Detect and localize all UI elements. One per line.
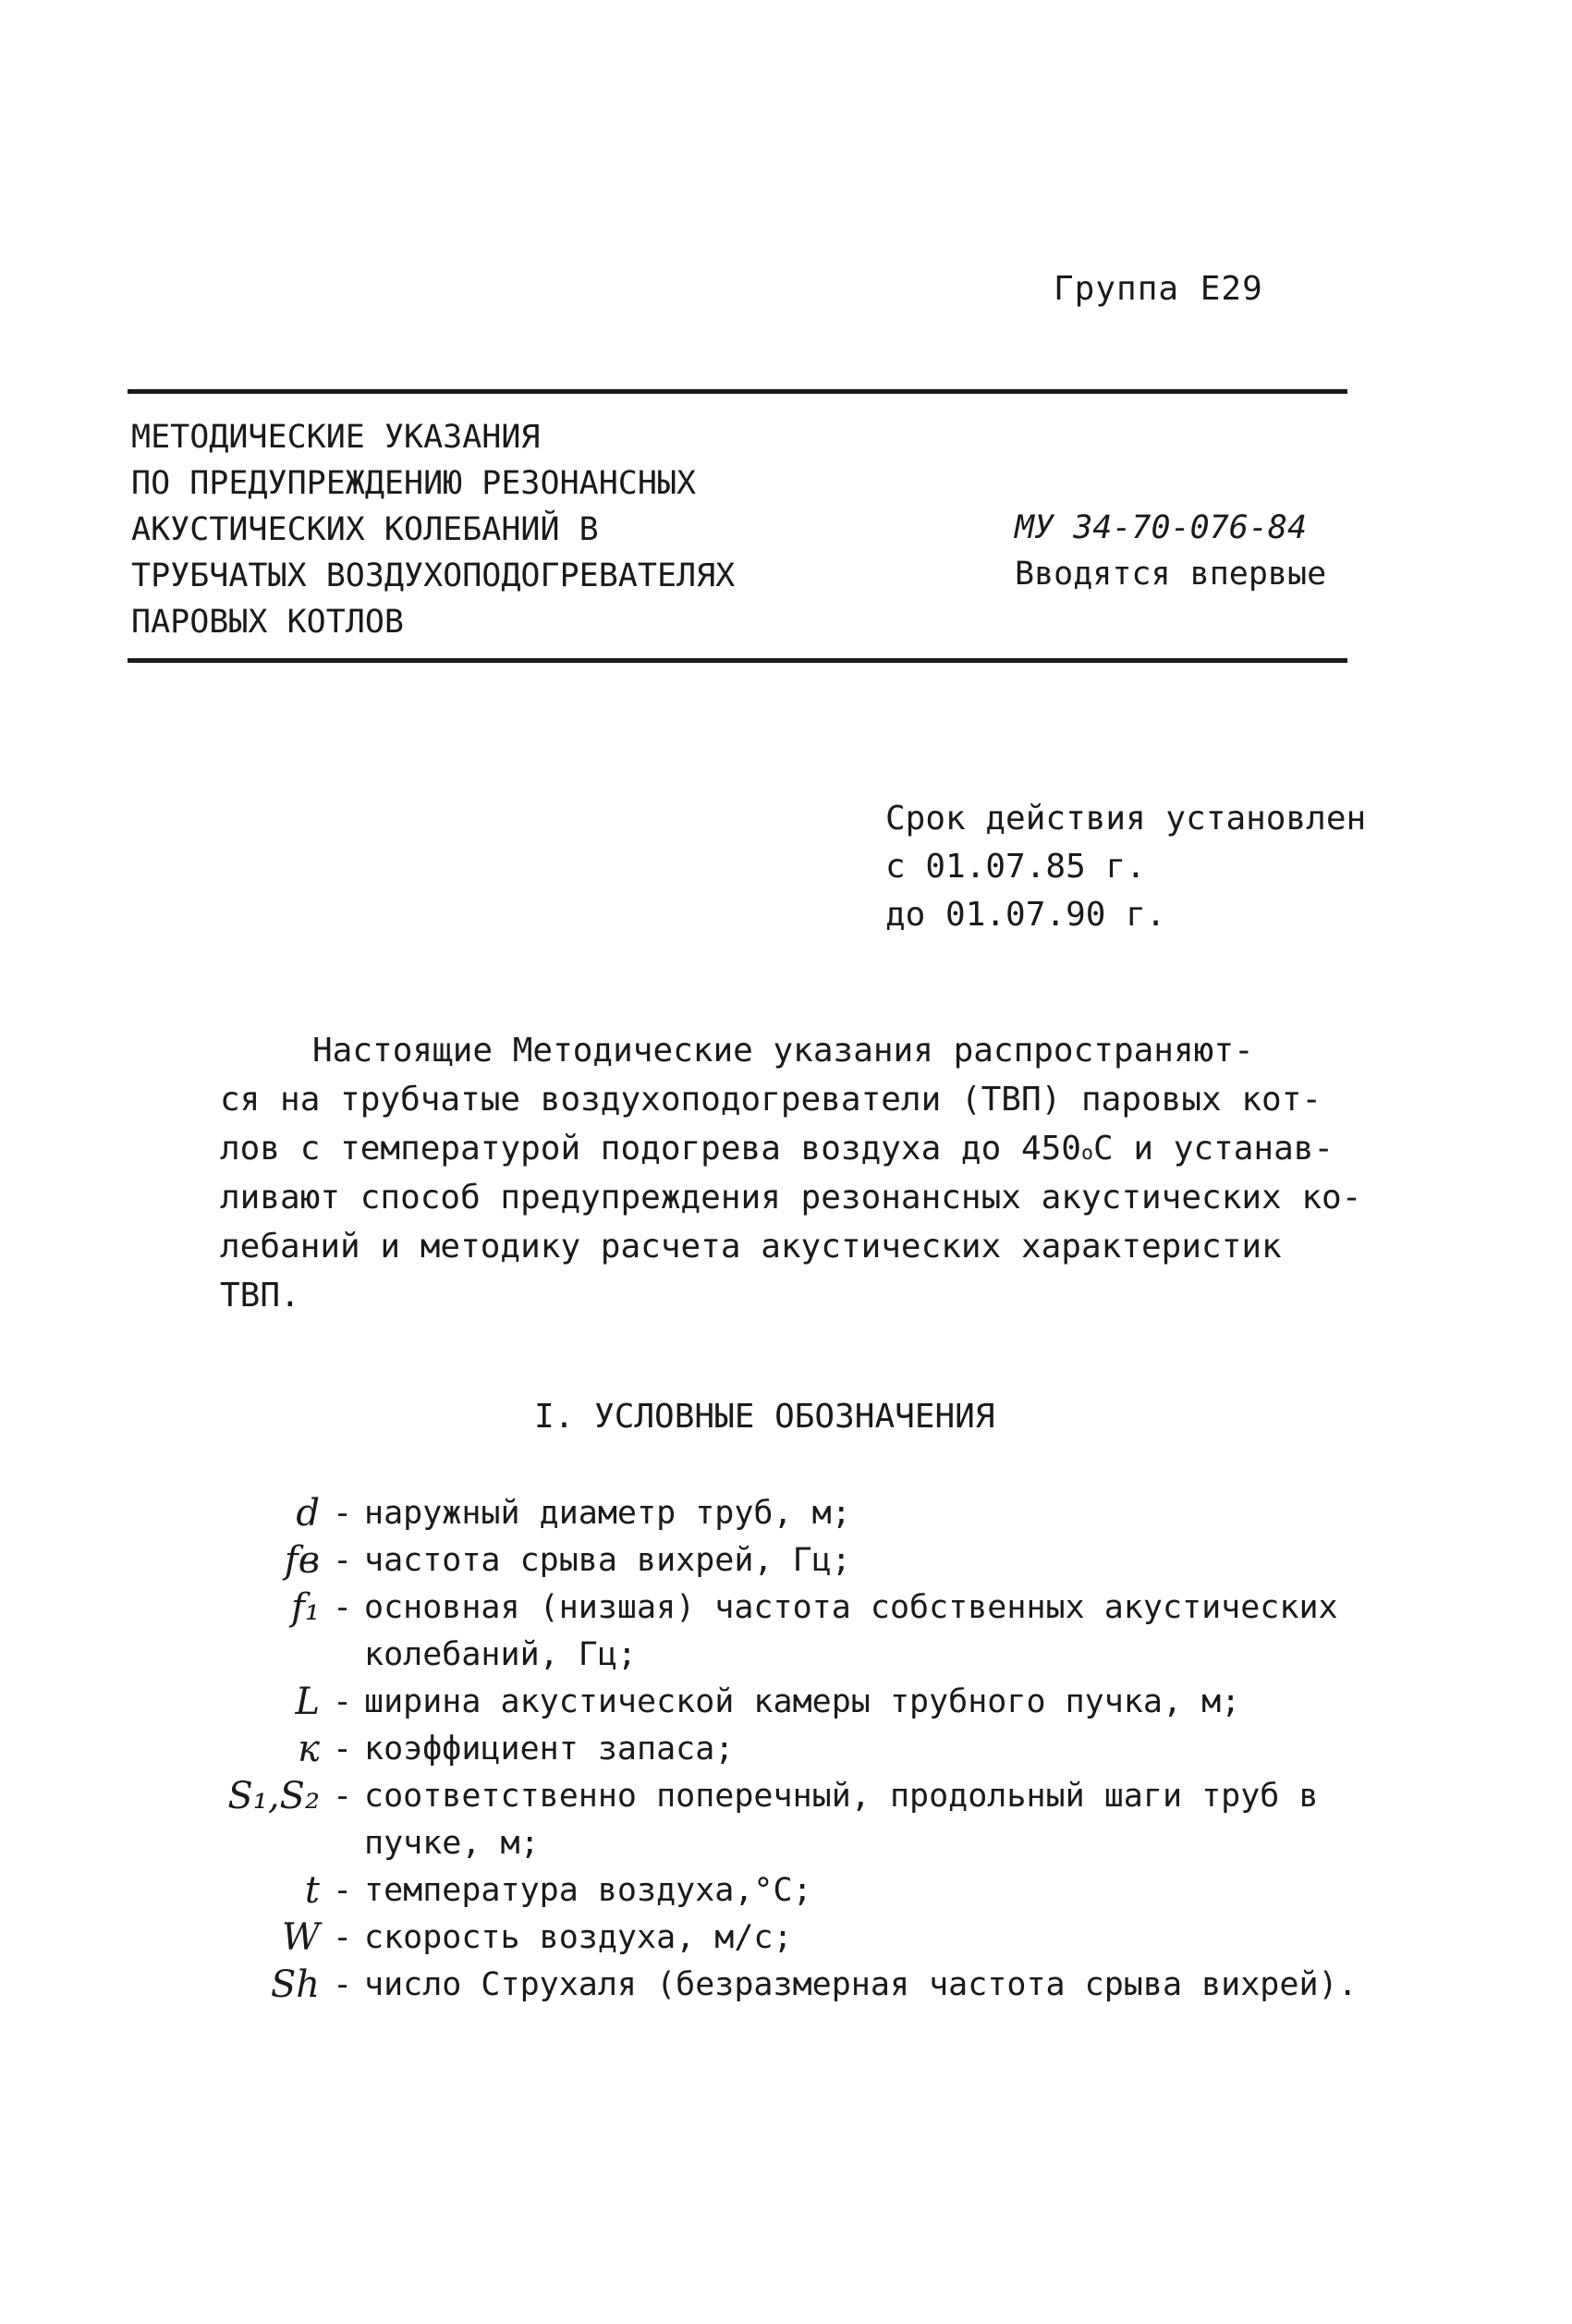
notation-item (194, 1726, 1359, 1773)
title-line: ТРУБЧАТЫХ ВОЗДУХОПОДОГРЕВАТЕЛЯХ (131, 557, 736, 594)
notation-description: температура воздуха,°С; (364, 1872, 812, 1909)
notation-item (194, 1490, 1359, 1537)
notation-description: ширина акустической камеры трубного пучка, м; (364, 1683, 1241, 1720)
notation-symbol: к (298, 1728, 320, 1770)
title-line: АКУСТИЧЕСКИХ КОЛЕБАНИЙ В (131, 511, 599, 548)
notation-symbol: L (295, 1681, 320, 1723)
intro-line: Настоящие Методические указания распространяют- (312, 1032, 1254, 1070)
notation-description: основная (низшая) частота собственных акустических колебаний, Гц; (364, 1589, 1338, 1673)
notation-symbol: W (281, 1916, 320, 1959)
notation-item (194, 1679, 1359, 1726)
notation-dash: - (333, 1495, 353, 1532)
validity-end: до 01.07.90 г. (885, 896, 1166, 934)
notation-item (194, 1537, 1359, 1584)
notation-dash: - (333, 1589, 353, 1626)
title-line: ПАРОВЫХ КОТЛОВ (131, 604, 405, 641)
validity-start: с 01.07.85 г. (885, 848, 1146, 886)
validity-period (885, 795, 1366, 939)
notation-description: наружный диаметр труб, м; (364, 1495, 851, 1532)
intro-paragraph (220, 1026, 1362, 1320)
notation-dash: - (333, 1966, 353, 2003)
bottom-divider (128, 658, 1347, 663)
intro-line (220, 1124, 1334, 1173)
title-line: МЕТОДИЧЕСКИЕ УКАЗАНИЯ (131, 419, 541, 456)
intro-text: лов с температурой подогрева воздуха до 450 (220, 1130, 1081, 1168)
notation-dash: - (333, 1919, 353, 1956)
notation-item (194, 1962, 1359, 2009)
notation-symbol: f₁ (291, 1586, 320, 1629)
notation-symbol: fв (284, 1539, 320, 1582)
notation-symbol: t (304, 1869, 320, 1912)
notation-dash: - (333, 1778, 353, 1815)
notation-symbol: Sh (270, 1963, 320, 2006)
notation-item (194, 1914, 1359, 1962)
document-code-block (1015, 505, 1326, 597)
notation-symbol: S₁,S₂ (227, 1775, 320, 1817)
notation-item (194, 1584, 1359, 1679)
notation-item (194, 1773, 1359, 1867)
section-title: I. УСЛОВНЫЕ ОБОЗНАЧЕНИЯ (534, 1398, 995, 1436)
notation-dash: - (333, 1872, 353, 1909)
top-divider (128, 389, 1347, 394)
validity-heading: Срок действия установлен (885, 800, 1367, 838)
notation-description: коэффициент запаса; (364, 1731, 735, 1767)
document-title (131, 414, 797, 645)
intro-line: лебаний и методику расчета акустических характеристик (220, 1228, 1282, 1266)
introduction-status: Вводятся впервые (1015, 556, 1327, 593)
intro-line: ливают способ предупреждения резонансных акустических ко- (220, 1179, 1362, 1217)
notation-description: частота срыва вихрей, Гц; (364, 1542, 851, 1579)
notation-dash: - (333, 1683, 353, 1720)
intro-line: ся на трубчатые воздухоподогреватели (ТВП) паровых кот- (220, 1081, 1322, 1119)
notation-item (194, 1867, 1359, 1914)
title-line: ПО ПРЕДУПРЕЖДЕНИЮ РЕЗОНАНСНЫХ (131, 465, 697, 502)
document-code: МУ 34-70-076-84 (1015, 509, 1308, 546)
notation-description: число Струхаля (безразмерная частота срыва вихрей). (364, 1966, 1358, 2003)
notation-description: соответственно поперечный, продольный шаги труб в пучке, м; (364, 1778, 1319, 1862)
group-label: Группа Е29 (1054, 270, 1263, 308)
notation-symbol: d (296, 1492, 320, 1535)
notation-description: скорость воздуха, м/с; (364, 1919, 793, 1956)
notation-dash: - (333, 1731, 353, 1767)
intro-text: С и устанав- (1093, 1130, 1334, 1168)
notation-list (194, 1490, 1359, 2009)
degree-mark: о (1080, 1142, 1093, 1165)
notation-dash: - (333, 1542, 353, 1579)
intro-line: ТВП. (220, 1277, 300, 1315)
